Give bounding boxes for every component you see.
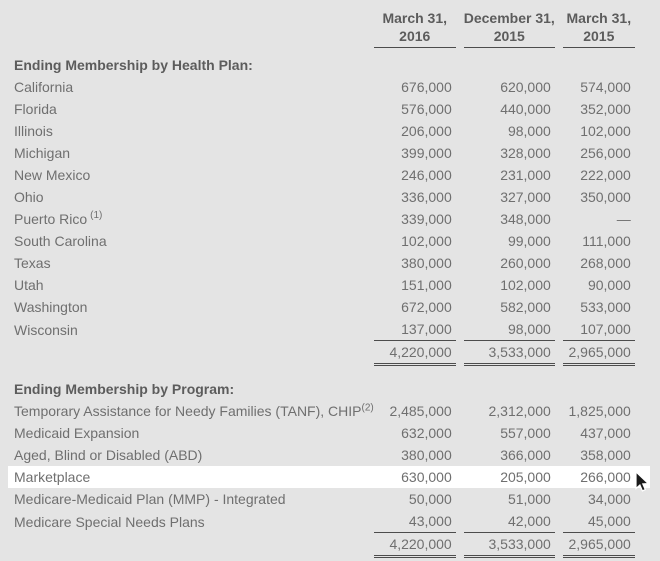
- row-value: 557,000: [500, 425, 551, 441]
- row-label-text: Michigan: [14, 145, 71, 161]
- column-gap: [456, 120, 464, 142]
- column-gap: [555, 422, 563, 444]
- row-value: 266,000: [563, 466, 635, 488]
- row-end-spacer: [635, 274, 650, 296]
- column-gap: [456, 318, 464, 341]
- row-label: [8, 318, 374, 341]
- column-gap: [555, 296, 563, 318]
- column-gap: [555, 510, 563, 533]
- table-row-highlighted[interactable]: [8, 466, 650, 488]
- row-value: 90,000: [587, 277, 631, 293]
- row-end-spacer: [635, 252, 650, 274]
- table-row[interactable]: [8, 142, 650, 164]
- column-header-line1: March 31,: [566, 10, 632, 26]
- row-label: [8, 98, 374, 120]
- row-label: [8, 230, 374, 252]
- column-gap: [456, 510, 464, 533]
- row-label-text: Florida: [14, 101, 57, 117]
- table-row[interactable]: [8, 208, 650, 230]
- column-gap: [555, 186, 563, 208]
- column-gap: [456, 230, 464, 252]
- column-gap: [456, 533, 464, 557]
- column-gap: [555, 252, 563, 274]
- row-value: 111,000: [582, 233, 631, 249]
- table-row[interactable]: [8, 230, 650, 252]
- column-header-mar-2016: [374, 6, 456, 48]
- row-value: 231,000: [500, 167, 551, 183]
- row-value: 630,000: [374, 466, 456, 488]
- row-value: 620,000: [500, 79, 551, 95]
- column-gap: [456, 208, 464, 230]
- row-value: 256,000: [580, 145, 631, 161]
- row-value: 206,000: [401, 123, 452, 139]
- column-gap: [555, 341, 563, 365]
- row-value: 582,000: [500, 299, 551, 315]
- row-label-text: Utah: [14, 277, 44, 293]
- row-end-spacer: [635, 296, 650, 318]
- total-row: [8, 533, 650, 557]
- header-end-spacer: [635, 6, 650, 48]
- column-gap: [456, 6, 464, 48]
- row-label-text: Puerto Rico: [14, 211, 88, 227]
- column-gap: [555, 533, 563, 557]
- row-value: 672,000: [401, 299, 452, 315]
- table-row[interactable]: [8, 120, 650, 142]
- row-value: 98,000: [507, 123, 551, 139]
- row-label: [8, 274, 374, 296]
- total-value: 2,965,000: [563, 341, 635, 365]
- row-label: [8, 186, 374, 208]
- column-gap: [456, 98, 464, 120]
- header-spacer: [8, 6, 374, 48]
- row-value: 399,000: [401, 145, 452, 161]
- row-end-spacer: [635, 98, 650, 120]
- membership-table: [8, 6, 650, 558]
- column-gap: [555, 318, 563, 341]
- row-label: [8, 510, 374, 533]
- row-value: 50,000: [408, 491, 452, 507]
- column-header-line1: December 31,: [463, 10, 555, 26]
- row-end-spacer: [635, 318, 650, 341]
- row-value: 358,000: [580, 447, 631, 463]
- table-row[interactable]: [8, 400, 650, 422]
- row-end-spacer: [635, 164, 650, 186]
- section-heading: Ending Membership by Program:: [14, 381, 235, 397]
- total-value: 2,965,000: [563, 533, 635, 557]
- row-value: 352,000: [580, 101, 631, 117]
- row-end-spacer: [635, 400, 650, 422]
- column-gap: [456, 274, 464, 296]
- column-gap: [456, 252, 464, 274]
- row-label: [8, 208, 374, 230]
- row-value: 336,000: [401, 189, 452, 205]
- column-gap: [555, 488, 563, 510]
- row-label-text: Ohio: [14, 189, 44, 205]
- row-value: 268,000: [580, 255, 631, 271]
- row-value: 42,000: [464, 510, 555, 533]
- row-label-text: South Carolina: [14, 233, 107, 249]
- column-gap: [456, 466, 464, 488]
- row-label: [8, 296, 374, 318]
- row-end-spacer: [635, 510, 650, 533]
- row-value: —: [616, 211, 631, 227]
- row-label: [8, 252, 374, 274]
- column-header-line2: 2015: [583, 28, 615, 44]
- row-value: 151,000: [401, 277, 452, 293]
- total-value: 4,220,000: [374, 341, 456, 365]
- row-value: 328,000: [500, 145, 551, 161]
- row-end-spacer: [635, 230, 650, 252]
- row-label: [8, 76, 374, 98]
- column-gap: [555, 6, 563, 48]
- row-label: [8, 142, 374, 164]
- column-header-mar-2015: [563, 6, 635, 48]
- table-row[interactable]: [8, 252, 650, 274]
- row-value: 632,000: [401, 425, 452, 441]
- row-label-text: Wisconsin: [14, 321, 78, 338]
- row-label: [8, 400, 374, 422]
- row-value: 102,000: [401, 233, 452, 249]
- row-end-spacer: [635, 444, 650, 466]
- row-value: 533,000: [580, 299, 631, 315]
- row-value: 440,000: [500, 101, 551, 117]
- section-heading: Ending Membership by Health Plan:: [14, 57, 253, 73]
- row-value: 34,000: [587, 491, 631, 507]
- column-gap: [555, 76, 563, 98]
- row-value: 98,000: [464, 318, 555, 341]
- column-gap: [555, 230, 563, 252]
- column-gap: [456, 142, 464, 164]
- row-label: [8, 120, 374, 142]
- row-value: 51,000: [507, 491, 551, 507]
- row-end-spacer: [635, 120, 650, 142]
- row-end-spacer: [635, 208, 650, 230]
- column-gap: [456, 164, 464, 186]
- table-row[interactable]: [8, 296, 650, 318]
- row-label: [8, 444, 374, 466]
- row-label-text: Washington: [14, 299, 88, 315]
- row-end-spacer: [635, 186, 650, 208]
- row-value: 222,000: [580, 167, 631, 183]
- total-row: [8, 341, 650, 365]
- row-label-text: Temporary Assistance for Needy Families (TANF), CHIP: [14, 403, 362, 419]
- row-value: 574,000: [580, 79, 631, 95]
- column-gap: [456, 422, 464, 444]
- column-gap: [555, 400, 563, 422]
- column-gap: [456, 296, 464, 318]
- row-value: 380,000: [401, 447, 452, 463]
- table-row[interactable]: [8, 76, 650, 98]
- row-value: 137,000: [374, 318, 456, 341]
- row-value: 380,000: [401, 255, 452, 271]
- table-row[interactable]: [8, 488, 650, 510]
- column-gap: [555, 164, 563, 186]
- row-value: 99,000: [507, 233, 551, 249]
- row-value: 366,000: [500, 447, 551, 463]
- table-row[interactable]: [8, 444, 650, 466]
- column-gap: [555, 208, 563, 230]
- row-end-spacer: [635, 466, 650, 488]
- row-value: 327,000: [500, 189, 551, 205]
- row-label: [8, 488, 374, 510]
- row-label-text: Medicaid Expansion: [14, 425, 140, 441]
- column-header-line2: 2016: [399, 28, 431, 44]
- footnote-marker: (1): [90, 210, 103, 222]
- row-label-text: Medicare Special Needs Plans: [14, 513, 205, 530]
- row-label: [8, 422, 374, 444]
- column-gap: [456, 444, 464, 466]
- row-value: 102,000: [500, 277, 551, 293]
- row-label-text: New Mexico: [14, 167, 91, 183]
- row-value: 350,000: [580, 189, 631, 205]
- column-gap: [456, 488, 464, 510]
- section-heading-row: [8, 372, 650, 400]
- column-header-line1: March 31,: [382, 10, 448, 26]
- table-row[interactable]: [8, 510, 650, 533]
- row-value: 339,000: [401, 211, 452, 227]
- row-label-text: California: [14, 79, 74, 95]
- row-label-text: Illinois: [14, 123, 53, 139]
- row-value: 43,000: [374, 510, 456, 533]
- total-label: [8, 533, 374, 557]
- row-value: 205,000: [464, 466, 555, 488]
- column-gap: [555, 142, 563, 164]
- column-gap: [456, 76, 464, 98]
- row-end-spacer: [635, 341, 650, 365]
- row-end-spacer: [635, 488, 650, 510]
- row-value: 676,000: [401, 79, 452, 95]
- column-header-line2: 2015: [493, 28, 525, 44]
- row-value: 437,000: [580, 425, 631, 441]
- row-value: 246,000: [401, 167, 452, 183]
- section-spacer-cell: [8, 365, 650, 373]
- table-row[interactable]: [8, 274, 650, 296]
- column-gap: [456, 186, 464, 208]
- table-row[interactable]: [8, 164, 650, 186]
- column-gap: [456, 400, 464, 422]
- row-label-text: Medicare-Medicaid Plan (MMP) - Integrated: [14, 491, 286, 507]
- row-end-spacer: [635, 422, 650, 444]
- row-value: 2,485,000: [389, 403, 452, 419]
- column-gap: [555, 444, 563, 466]
- column-gap: [456, 341, 464, 365]
- row-value: 107,000: [563, 318, 635, 341]
- row-value: 45,000: [563, 510, 635, 533]
- table-row[interactable]: [8, 186, 650, 208]
- row-value: 102,000: [580, 123, 631, 139]
- column-gap: [555, 466, 563, 488]
- column-gap: [555, 274, 563, 296]
- row-value: 260,000: [500, 255, 551, 271]
- footnote-marker: (2): [361, 402, 374, 414]
- row-value: 2,312,000: [488, 403, 551, 419]
- column-header-dec-2015: [464, 6, 555, 48]
- header-row: [8, 6, 650, 48]
- total-value: 3,533,000: [464, 341, 555, 365]
- row-label: [8, 466, 374, 488]
- row-value: 1,825,000: [568, 403, 631, 419]
- row-label-text: Marketplace: [14, 469, 91, 485]
- row-end-spacer: [635, 142, 650, 164]
- row-value: 576,000: [401, 101, 452, 117]
- row-end-spacer: [635, 76, 650, 98]
- column-gap: [555, 98, 563, 120]
- row-label: [8, 164, 374, 186]
- total-value: 3,533,000: [464, 533, 555, 557]
- row-value: 348,000: [500, 211, 551, 227]
- total-label: [8, 341, 374, 365]
- table-row[interactable]: [8, 98, 650, 120]
- row-end-spacer: [635, 533, 650, 557]
- total-value: 4,220,000: [374, 533, 456, 557]
- section-heading-row: [8, 48, 650, 77]
- row-label-text: Aged, Blind or Disabled (ABD): [14, 447, 203, 463]
- table-row[interactable]: [8, 318, 650, 341]
- column-gap: [555, 120, 563, 142]
- table-row[interactable]: [8, 422, 650, 444]
- section-spacer: [8, 365, 650, 373]
- row-label-text: Texas: [14, 255, 51, 271]
